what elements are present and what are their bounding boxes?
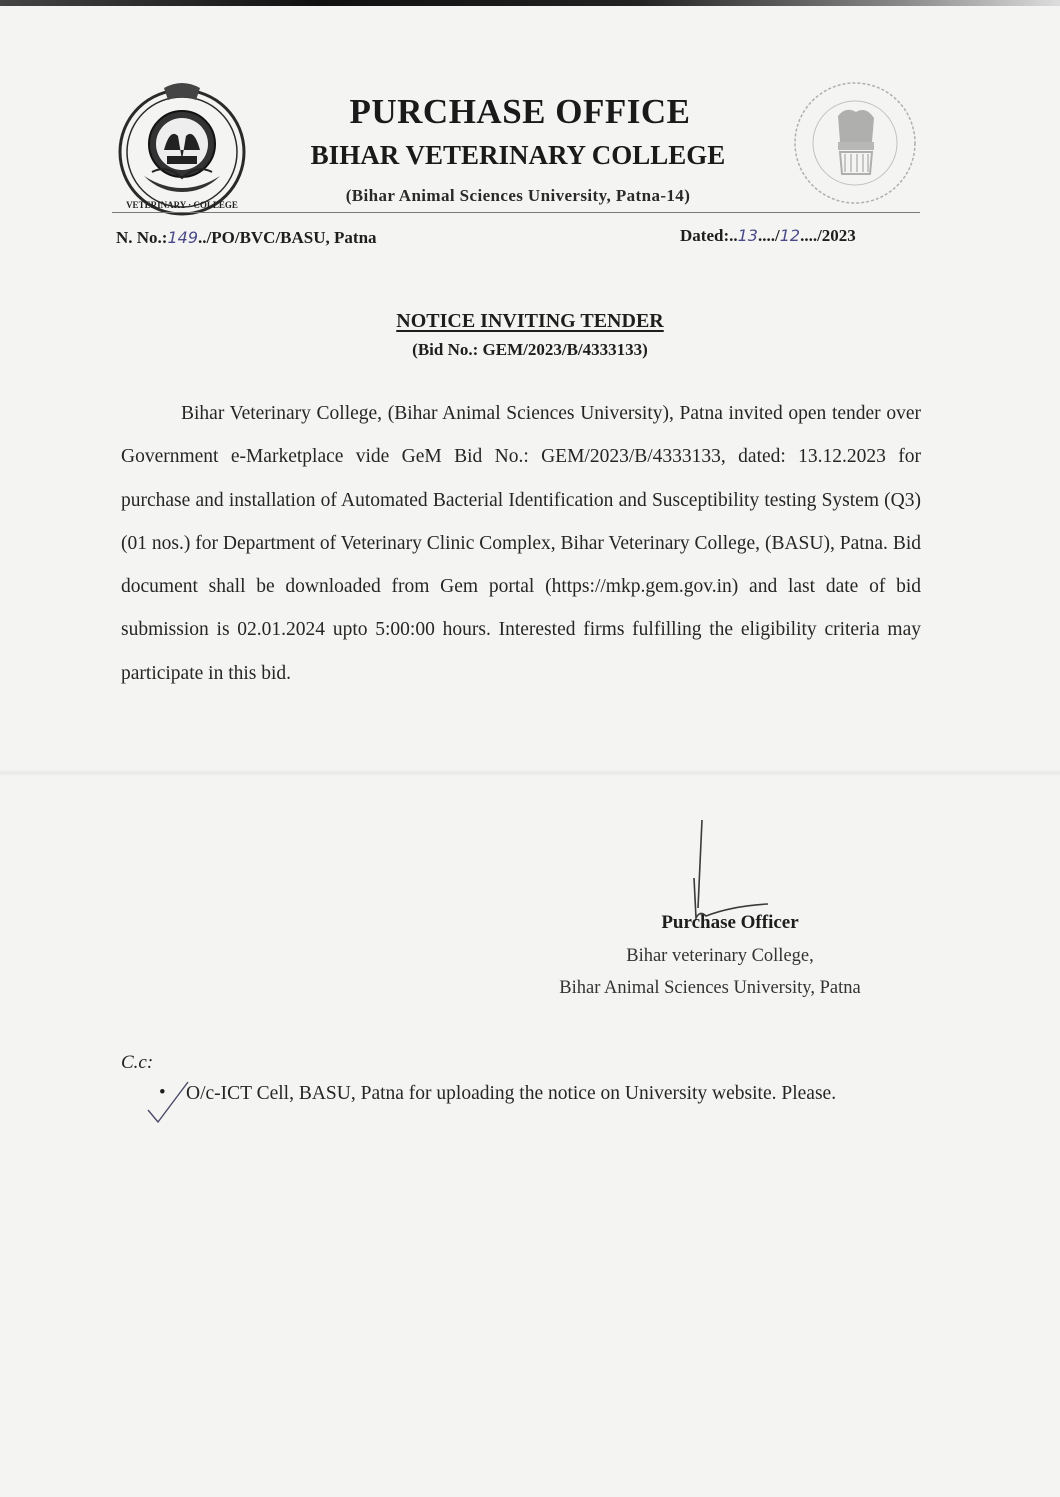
date-month-handwritten: 12	[779, 226, 801, 245]
cc-list-item	[158, 1078, 928, 1109]
svg-text:VETERINARY · COLLEGE: VETERINARY · COLLEGE	[126, 200, 238, 210]
fold-line	[0, 770, 1060, 776]
header-divider	[112, 212, 920, 213]
dated-label: Dated:	[680, 226, 730, 245]
college-seal-icon	[112, 80, 252, 218]
notice-title-text: NOTICE INVITING TENDER	[396, 310, 664, 332]
reference-number	[116, 228, 377, 248]
office-heading: PURCHASE OFFICE	[349, 92, 691, 131]
university-emblem-icon	[790, 78, 920, 208]
notice-body: Bihar Veterinary College, (Bihar Animal Sciences University), Patna invited open tender over Government e-Marketplace vide GeM Bid No.: GEM/2023/B/4333133, dated: 13.12.2023 for purchase and installation of Automated Bacterial Identification and Susceptibility testing System (Q3) (01 nos.) for Department of Veterinary Clinic Complex, Bihar Veterinary College, (BASU), Patna. Bid document shall be downloaded from Gem portal (https://mkp.gem.gov.in) and last date of bid submission is 02.01.2024 upto 5:00:00 hours. Interested firms fulfilling the eligibility criteria may participate in this bid.	[121, 403, 921, 684]
signatory-college: Bihar veterinary College,	[626, 946, 814, 966]
date-year: /2023	[817, 226, 856, 245]
reference-number-handwritten: 149	[167, 228, 199, 247]
date-day-handwritten: 13	[737, 226, 758, 245]
cc-label: C.c:	[121, 1052, 154, 1073]
date-line: Dated:..13..../12..../2023	[680, 226, 856, 245]
reference-suffix: ../PO/BVC/BASU, Patna	[198, 228, 377, 247]
university-subheading: (Bihar Animal Sciences University, Patna-14)	[345, 186, 691, 205]
reference-prefix: N. No.:	[116, 228, 168, 247]
college-heading: BIHAR VETERINARY COLLEGE	[310, 140, 726, 170]
signatory-university: Bihar Animal Sciences University, Patna	[559, 978, 861, 998]
notice-title	[260, 310, 800, 333]
scan-edge	[0, 0, 1060, 6]
bid-number: (Bid No.: GEM/2023/B/4333133)	[412, 340, 648, 359]
bullet-icon: •	[159, 1082, 166, 1103]
signatory-title: Purchase Officer	[661, 912, 799, 933]
cc-item-text: O/c-ICT Cell, BASU, Patna for uploading the notice on University website. Please.	[186, 1083, 837, 1104]
